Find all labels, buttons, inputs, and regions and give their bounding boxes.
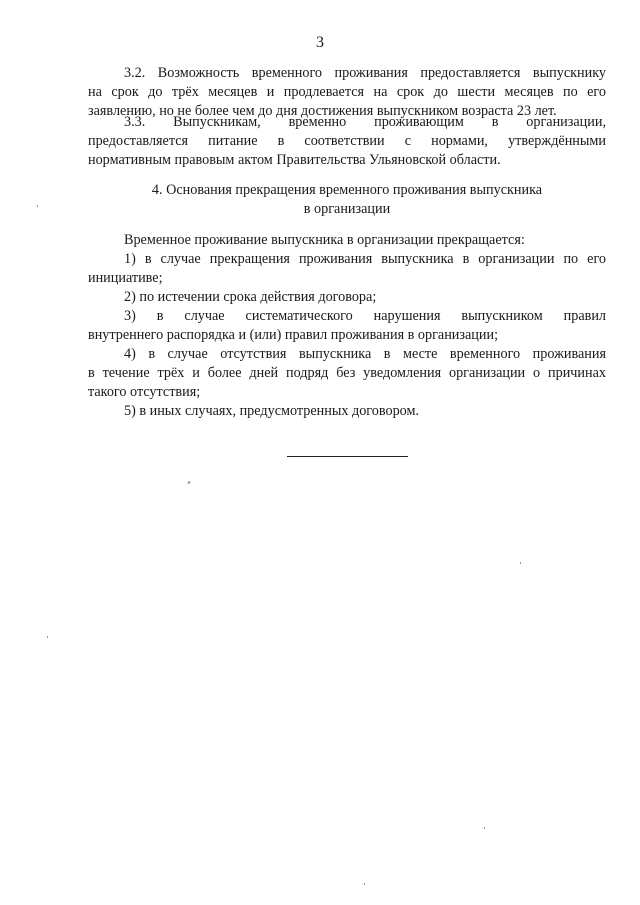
text-line: 5) в иных случаях, предусмотренных договором. <box>124 403 420 419</box>
text-line: 3.2. Возможность временного проживания предоставляется выпускнику <box>124 65 606 81</box>
heading-line: в организации <box>303 201 391 217</box>
text-line: 2) по истечении срока действия договора; <box>124 289 377 305</box>
paragraph-3-3 <box>88 113 606 170</box>
text-line: такого отсутствия; <box>88 384 201 400</box>
intro-line: Временное проживание выпускника в организации прекращается: <box>124 232 525 248</box>
list-item-2 <box>88 288 606 307</box>
scan-speck <box>364 883 365 885</box>
page-number: 3 <box>316 34 324 51</box>
text-line: инициативе; <box>88 270 163 286</box>
text-line: 3) в случае систематического нарушения выпускником правил <box>124 308 606 324</box>
text-line: внутреннего распорядка и (или) правил проживания в организации; <box>88 327 499 343</box>
section-4-heading <box>88 181 606 219</box>
end-rule <box>287 456 408 457</box>
termination-grounds <box>88 231 606 421</box>
scan-speck <box>484 827 485 829</box>
scan-speck <box>47 636 48 638</box>
list-item-1 <box>88 250 606 288</box>
text-line: 4) в случае отсутствия выпускника в месте временного проживания <box>124 346 606 362</box>
text-line: 3.3. Выпускникам, временно проживающим в организации, <box>124 114 606 130</box>
text-line: в течение трёх и более дней подряд без уведомления организации о причинах <box>88 365 606 381</box>
heading-line: 4. Основания прекращения временного проживания выпускника <box>151 182 543 198</box>
list-item-3 <box>88 307 606 345</box>
text-line: на срок до трёх месяцев и продлевается на срок до шести месяцев по его <box>88 84 606 100</box>
scan-speck <box>37 205 38 207</box>
list-item-5 <box>88 402 606 421</box>
text-line: 1) в случае прекращения проживания выпускника в организации по его <box>124 251 606 267</box>
text-line: заявлению, но не более чем до дня достижения выпускником возраста 23 лет. <box>88 103 557 119</box>
scan-speck <box>520 562 521 564</box>
text-line: предоставляется питание в соответствии с нормами, утверждёнными <box>88 133 606 149</box>
text-line: нормативным правовым актом Правительства Ульяновской области. <box>88 152 501 168</box>
list-item-4 <box>88 345 606 402</box>
scan-speck <box>187 481 190 485</box>
